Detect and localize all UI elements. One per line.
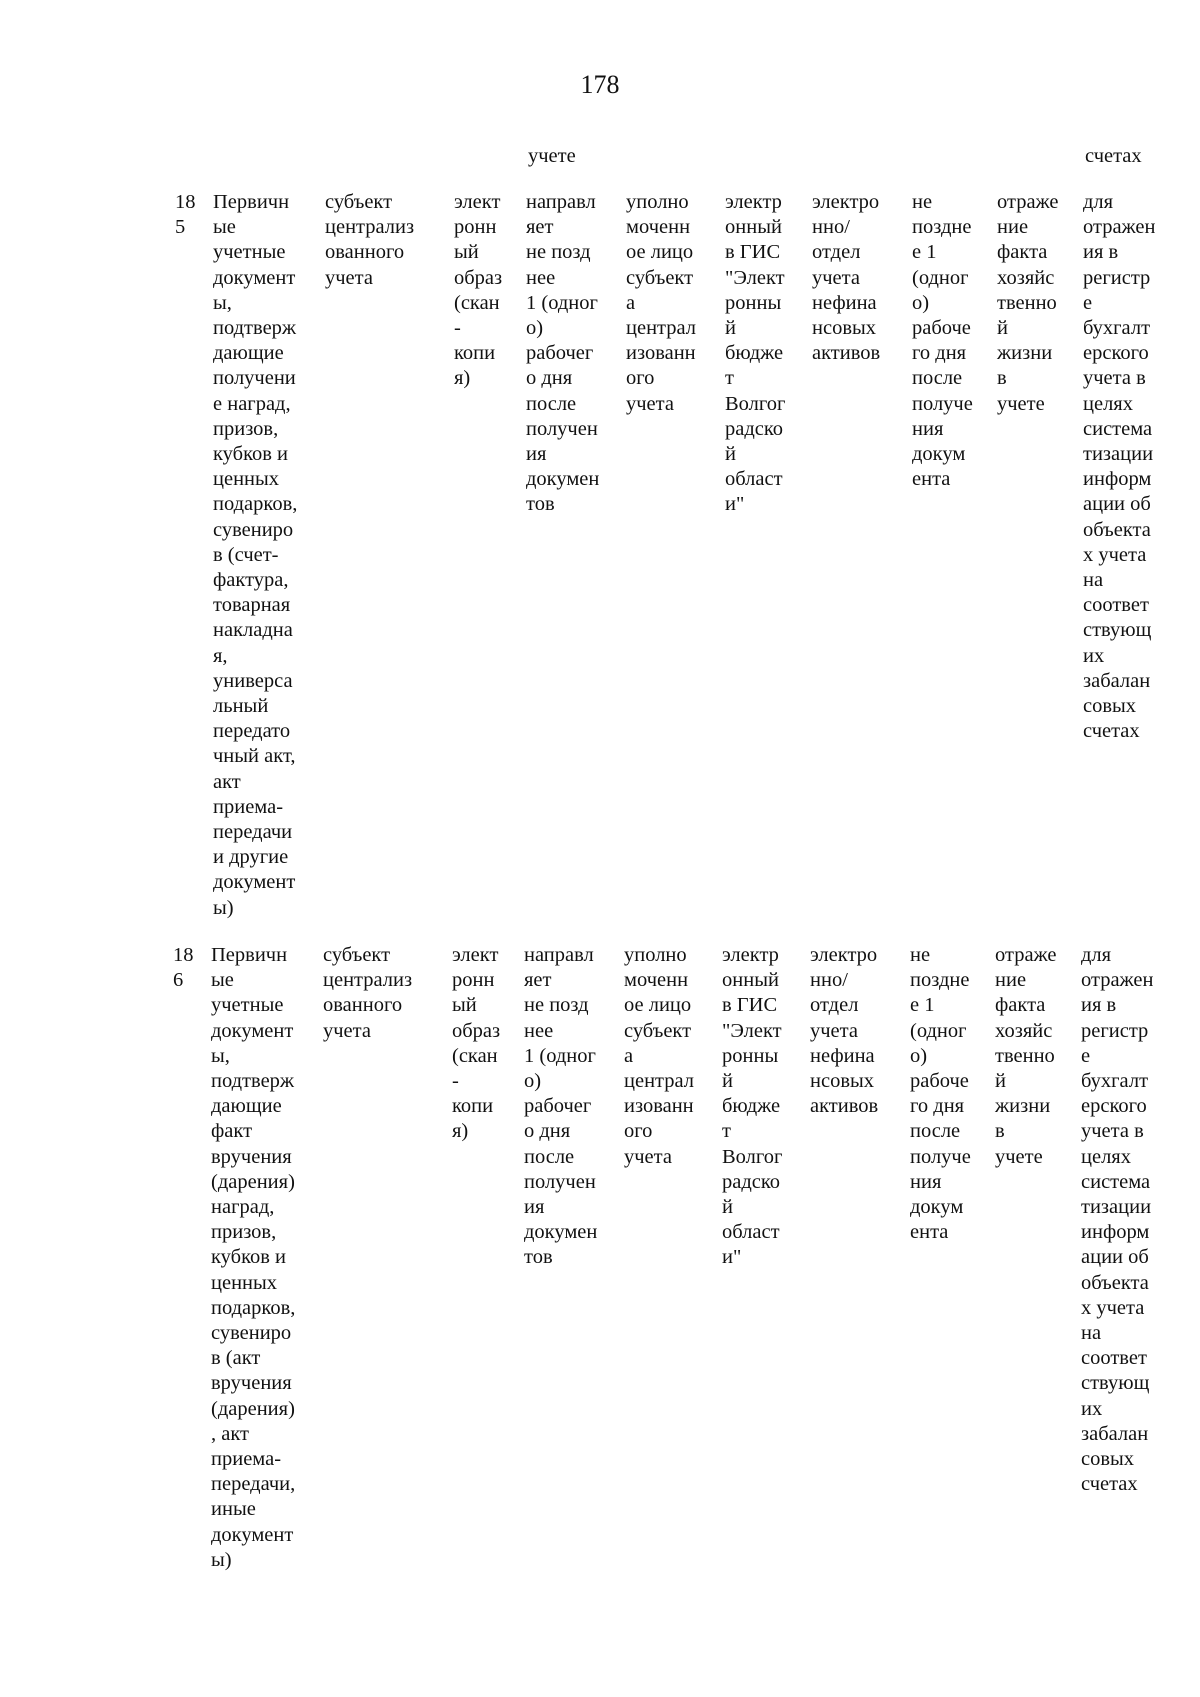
action-cell: отраже ние факта хозяйс твенно й жизни в учете [997, 191, 1059, 415]
document-name-cell: Первичн ые учетные документ ы, подтверж дающие факт вручения (дарения) наград, призов, кубков и ценных подарков, сувениро в (акт вручения (дарения) , акт приема- передачи, иные документ ы) [211, 944, 296, 1571]
transfer-system-cell: электр онный в ГИС "Элект ронны й бюдже т Волгог радско й област и" [722, 944, 783, 1269]
document-form-cell: элект ронн ый образ (скан - копи я) [452, 944, 501, 1143]
purpose-cell: для отражен ия в регистр е бухгалт ерского учета в целях система тизации информ ации об объекта х учета на соответ ствующ их забалан совых счетах [1083, 191, 1156, 743]
responsible-person-cell: уполно моченн ое лицо субъект а централ изованн ого учета [624, 944, 695, 1168]
row-number-cell: 18 5 [175, 191, 196, 239]
submission-deadline-cell: направл яет не позд нее 1 (одног о) рабочег о дня после получен ия докумен тов [524, 944, 598, 1269]
row-number-cell: 18 6 [173, 944, 194, 992]
carry-over-purpose-cell: счетах [1085, 145, 1142, 167]
transfer-system-cell: электр онный в ГИС "Элект ронны й бюдже т Волгог радско й област и" [725, 191, 786, 516]
document-form-cell: элект ронн ый образ (скан - копи я) [454, 191, 503, 390]
processing-term-cell: не поздне е 1 (одног о) рабоче го дня после получе ния докум ента [910, 944, 971, 1244]
creator-cell: субъект централиз ованного учета [325, 191, 415, 289]
action-cell: отраже ние факта хозяйс твенно й жизни в учете [995, 944, 1057, 1168]
recipient-cell: электро нно/ отдел учета нефина нсовых активов [812, 191, 881, 365]
responsible-person-cell: уполно моченн ое лицо субъект а централ изованн ого учета [626, 191, 697, 415]
purpose-cell: для отражен ия в регистр е бухгалт ерского учета в целях система тизации информ ации об объекта х учета на соответ ствующ их забалан совых счетах [1081, 944, 1154, 1496]
creator-cell: субъект централиз ованного учета [323, 944, 413, 1042]
carry-over-deadline-cell: учете [528, 145, 576, 167]
submission-deadline-cell: направл яет не позд нее 1 (одног о) рабочег о дня после получен ия докумен тов [526, 191, 600, 516]
document-name-cell: Первичн ые учетные документ ы, подтверж дающие получени е наград, призов, кубков и ценных подарков, сувениро в (счет- фактура, товарная накладна я, универса льный передато чный акт, акт приема- передачи и другие документ ы) [213, 191, 298, 919]
recipient-cell: электро нно/ отдел учета нефина нсовых активов [810, 944, 879, 1118]
page-number: 178 [580, 70, 620, 99]
processing-term-cell: не поздне е 1 (одног о) рабоче го дня после получе ния докум ента [912, 191, 973, 491]
